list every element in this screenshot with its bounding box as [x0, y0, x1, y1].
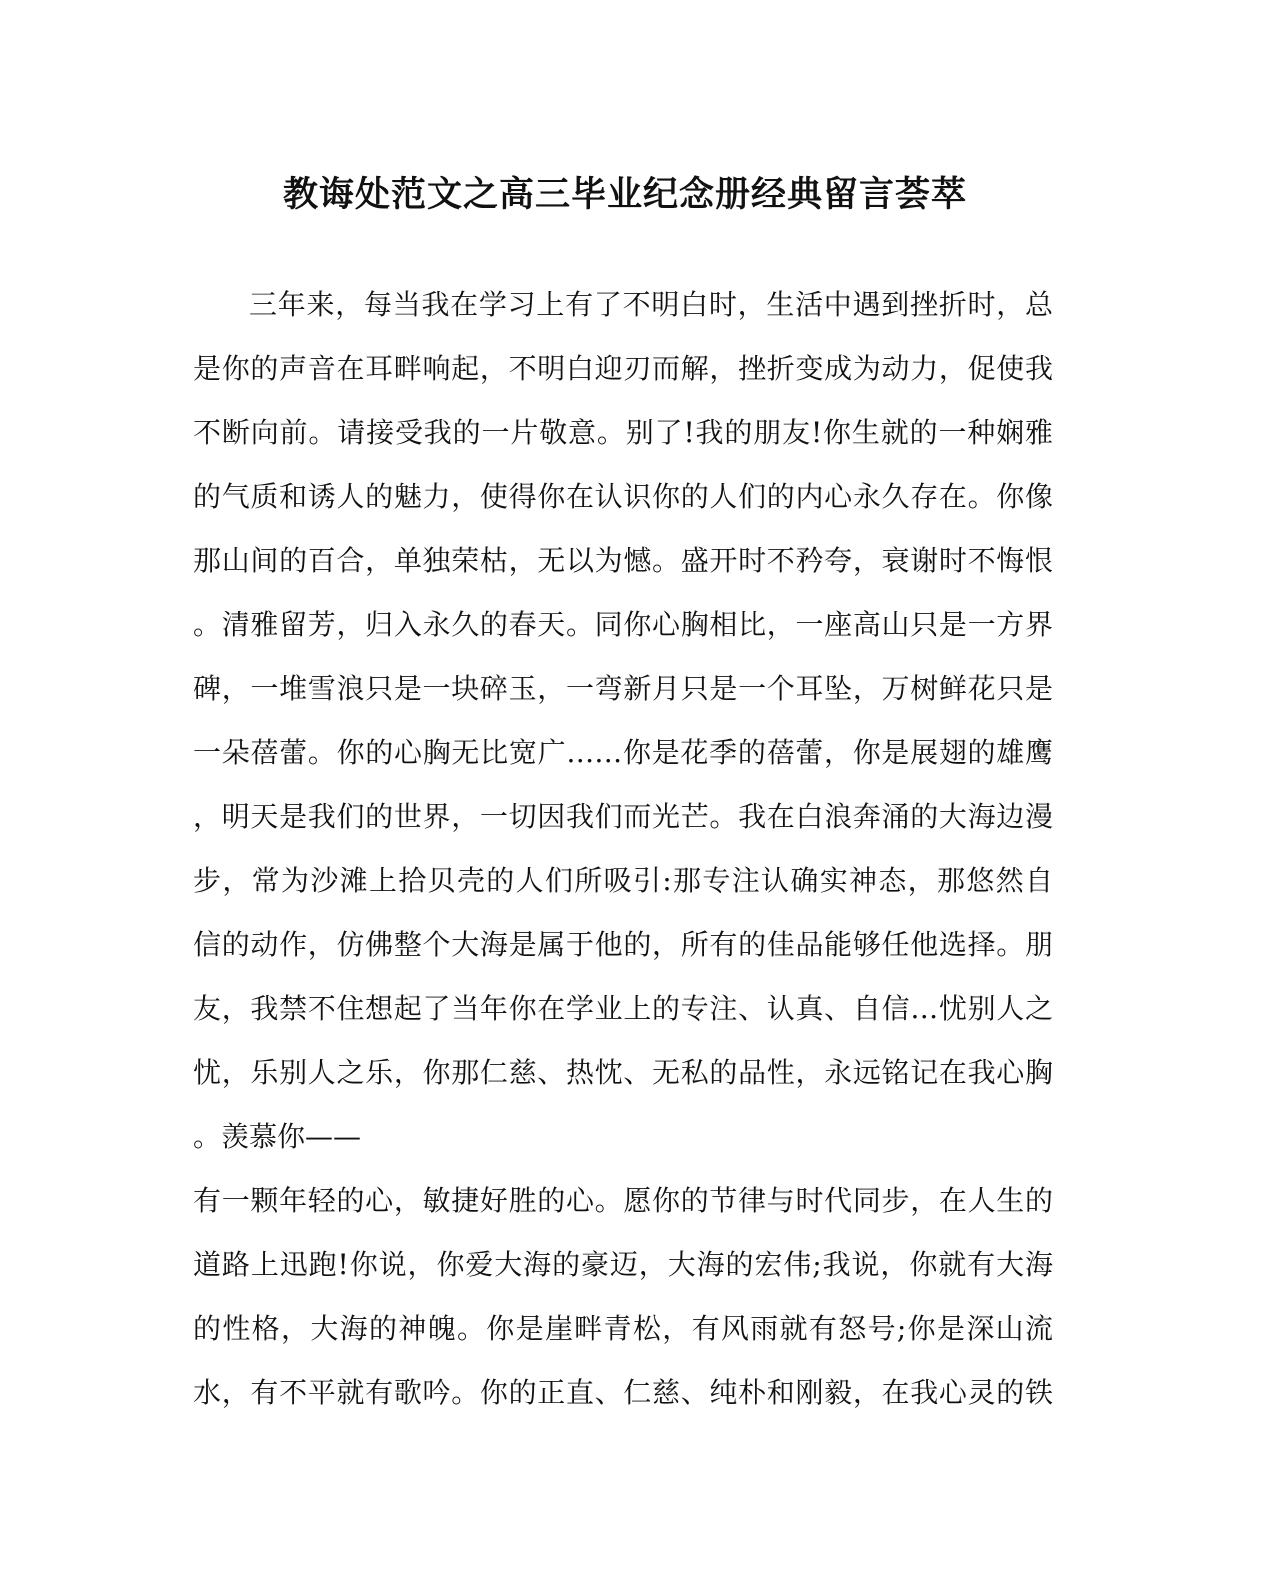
text-line: 步，常为沙滩上拾贝壳的人们所吸引:那专注认确实神态，那悠然自: [193, 864, 1053, 897]
text-line: 友，我禁不住想起了当年你在学业上的专注、认真、自信…忧别人之: [193, 992, 1053, 1025]
text-line: 有一颗年轻的心，敏捷好胜的心。愿你的节律与时代同步，在人生的: [193, 1184, 1053, 1217]
text-line: ，明天是我们的世界，一切因我们而光芒。我在白浪奔涌的大海边漫: [193, 800, 1053, 833]
text-line: 的性格，大海的神魄。你是崖畔青松，有风雨就有怒号;你是深山流: [193, 1312, 1053, 1345]
text-line: 是你的声音在耳畔响起，不明白迎刃而解，挫折变成为动力，促使我: [193, 352, 1053, 385]
document-title: 教诲处范文之高三毕业纪念册经典留言荟萃: [282, 174, 967, 215]
text-line: 的气质和诱人的魅力，使得你在认识你的人们的内心永久存在。你像: [193, 480, 1053, 513]
text-line: 忧，乐别人之乐，你那仁慈、热忱、无私的品性，永远铭记在我心胸: [193, 1056, 1053, 1089]
paragraph-2: [193, 1172, 1053, 1428]
text-line: 道路上迅跑!你说，你爱大海的豪迈，大海的宏伟;我说，你就有大海: [193, 1248, 1053, 1281]
document-body: [193, 276, 1053, 1428]
paragraph-1: [193, 276, 1053, 1172]
text-line: 一朵蓓蕾。你的心胸无比宽广……你是花季的蓓蕾，你是展翅的雄鹰: [193, 736, 1053, 769]
text-line: 那山间的百合，单独荣枯，无以为憾。盛开时不矜夸，衰谢时不悔恨: [193, 544, 1053, 577]
text-line: 不断向前。请接受我的一片敬意。别了!我的朋友!你生就的一种娴雅: [193, 416, 1053, 449]
text-line: 三年来，每当我在学习上有了不明白时，生活中遇到挫折时，总: [249, 288, 1053, 321]
text-line: 碑，一堆雪浪只是一块碎玉，一弯新月只是一个耳坠，万树鲜花只是: [193, 672, 1053, 705]
text-line: 信的动作，仿佛整个大海是属于他的，所有的佳品能够任他选择。朋: [193, 928, 1053, 961]
text-line: 。清雅留芳，归入永久的春天。同你心胸相比，一座高山只是一方界: [193, 608, 1053, 641]
text-line: 。羡慕你——: [193, 1120, 362, 1153]
text-line: 水，有不平就有歌吟。你的正直、仁慈、纯朴和刚毅，在我心灵的铁: [193, 1376, 1053, 1409]
